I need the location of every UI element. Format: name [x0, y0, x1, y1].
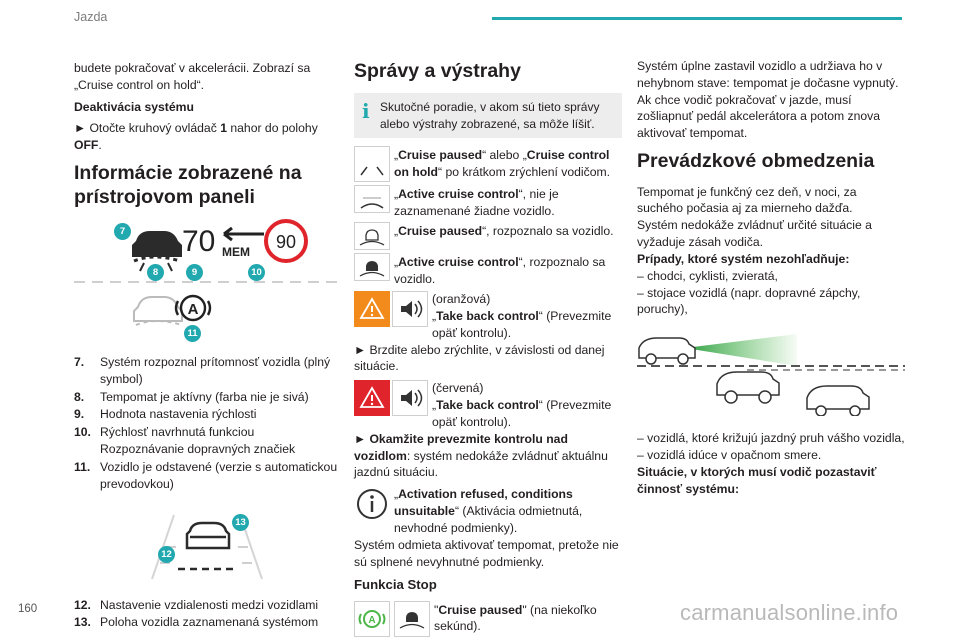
message-text: „Cruise paused“, rozpoznalo sa vozidlo. — [394, 224, 614, 239]
message-row — [354, 222, 622, 250]
stop-function-heading: Funkcia Stop — [354, 577, 437, 593]
cases-heading: Prípady, ktoré systém nezohľadňuje: — [637, 251, 850, 266]
warning-red-icon — [354, 380, 390, 416]
svg-text:A: A — [368, 614, 376, 626]
info-note-text: Skutočné poradie, v akom sú tieto správy alebo výstrahy zobrazené, sa môže líšiť. — [380, 100, 600, 131]
legend-list-2 — [74, 597, 339, 632]
message-text: „Activation refused, conditions unsuitable“ (Aktivácia odmietnutá, nevhodné podmienky). — [394, 487, 583, 535]
message-text: „Active cruise control“, rozpoznalo sa vozidlo. — [394, 255, 606, 287]
intro-text: Systém úplne zastavil vozidlo a udržiava ho v nehybnom stave: tempomat je dočasne vypnutý. Ak chce vodič pokračovať v jazde, musí zošliapnuť pedál akcelerátora a potom znova aktivovať tempomat. — [637, 59, 899, 141]
badge-9: 9 — [186, 264, 203, 281]
badge-11: 11 — [184, 325, 201, 342]
info-icon: i — [362, 99, 370, 124]
message-action: ► Brzdite alebo zrýchlite, v závislosti od danej situácie. — [354, 342, 605, 374]
info-refused-block — [354, 486, 622, 570]
svg-text:A: A — [187, 300, 199, 318]
message-text: „Active cruise control“, nie je zaznamenané žiadne vozidlo. — [394, 186, 559, 218]
deactivation-heading: Deaktivácia systému — [74, 99, 194, 114]
intro-text: budete pokračovať v akcelerácii. Zobrazí sa „Cruise control on hold“. — [74, 61, 311, 92]
legend-list — [74, 354, 339, 493]
message-text: (oranžová) „Take back control“ (Prevezmite opäť kontrolu). — [432, 292, 612, 340]
message-text: "Cruise paused" (na niekoľko sekúnd). — [434, 602, 597, 634]
list-item: 8. Tempomat je aktívny (farba nie je sivá) — [74, 389, 309, 404]
stopped-vehicles-icon — [717, 372, 869, 416]
list-item: 12. Nastavenie vzdialenosti medzi vozidlami — [74, 597, 319, 612]
radar-graphic — [637, 326, 905, 416]
vehicle-outline-icon — [134, 297, 182, 325]
list-item: 13. Poloha vozidla zaznamenaná systémom — [74, 615, 319, 630]
deactivation-text: ► Otočte kruhový ovládač 1 nahor do polohy OFF. — [74, 121, 318, 153]
list-item: 9. Hodnota nastavenia rýchlosti — [74, 407, 257, 422]
list-item: – stojace vozidlá (napr. dopravné zápchy, poruchy), — [637, 285, 861, 317]
vehicle-ahead-filled-icon — [394, 601, 430, 637]
front-vehicle-icon — [187, 523, 229, 548]
message-text: (červená) „Take back control“ (Prevezmite opäť kontrolu). — [432, 381, 612, 429]
list-item: – vozidlá idúce v opačnom smere. — [637, 447, 822, 462]
header-accent-bar — [492, 17, 902, 20]
column-left — [74, 60, 339, 632]
distance-illustration — [74, 507, 339, 585]
page-number: 160 — [18, 603, 38, 615]
cluster-illustration — [74, 219, 339, 344]
badge-10: 10 — [248, 264, 265, 281]
message-action: ► Okamžite prevezmite kontrolu nad vozidlom: systém nedokáže zvládnuť aktuálnu jazdnú situáciu. — [354, 431, 608, 480]
paragraph: Tempomat je funkčný cez deň, v noci, za suchého počasia aj za mierneho dažďa. — [637, 184, 857, 216]
message-row — [354, 185, 622, 220]
stop-situations-heading: Situácie, v ktorých musí vodič pozastaviť činnosť systému: — [637, 464, 877, 496]
column-middle — [354, 60, 622, 640]
set-speed-value: 70 — [182, 224, 216, 258]
badge-7: 7 — [114, 223, 131, 240]
warning-orange-block — [354, 291, 622, 375]
message-extra: Systém odmieta aktivovať tempomat, pretože nie sú splnené nevyhnutné podmienky. — [354, 537, 619, 569]
lane-lines-icon — [354, 146, 390, 182]
message-row — [354, 146, 622, 182]
mem-speed-icon — [224, 228, 264, 240]
warning-orange-icon — [354, 291, 390, 327]
info-circle-icon — [354, 486, 390, 522]
message-row — [354, 601, 622, 637]
sound-icon — [392, 291, 428, 327]
badge-8: 8 — [147, 264, 164, 281]
list-item: – vozidlá, ktoré križujú jazdný pruh vášho vozidla, — [637, 431, 905, 446]
message-row — [354, 253, 622, 288]
radar-illustration — [637, 326, 905, 416]
speed-limit-value: 90 — [275, 231, 297, 252]
radar-beam — [685, 334, 797, 366]
column-right — [637, 58, 905, 502]
list-item: 11. Vozidlo je odstavené (verzie s automatickou prevodovkou) — [74, 459, 338, 491]
section-title-messages: Správy a výstrahy — [354, 60, 521, 82]
info-note — [354, 93, 622, 137]
header-title: Jazda — [74, 10, 108, 24]
mem-label: MEM — [222, 244, 250, 259]
road-empty-icon — [354, 185, 390, 213]
watermark: carmanualsonline.info — [680, 600, 899, 625]
auto-hold-green-icon — [354, 601, 390, 637]
list-item: 10. Rýchlosť navrhnutá funkciou Rozpoznávanie dopravných značiek — [74, 425, 296, 457]
vehicle-ahead-outline-icon — [354, 222, 390, 250]
own-vehicle-icon — [639, 338, 695, 364]
warning-red-block — [354, 380, 622, 481]
badge-13: 13 — [232, 514, 249, 531]
section-title-info: Informácie zobrazené na prístrojovom paneli — [74, 162, 302, 208]
section-title-limits: Prevádzkové obmedzenia — [637, 150, 875, 173]
list-item: – chodci, cyklisti, zvieratá, — [637, 268, 778, 283]
vehicle-ahead-filled-icon — [354, 253, 390, 281]
list-item: 7. Systém rozpoznal prítomnosť vozidla (plný symbol) — [74, 354, 331, 386]
cluster-graphic — [74, 219, 339, 344]
message-text: „Cruise paused“ alebo „Cruise control on hold“ po krátkom zrýchlení vodičom. — [394, 147, 611, 179]
distance-graphic — [74, 507, 339, 585]
paragraph: Systém nedokáže zvládnuť určité situácie a vyžaduje zásah vodiča. — [637, 218, 872, 250]
badge-12: 12 — [158, 546, 175, 563]
sound-icon — [392, 380, 428, 416]
